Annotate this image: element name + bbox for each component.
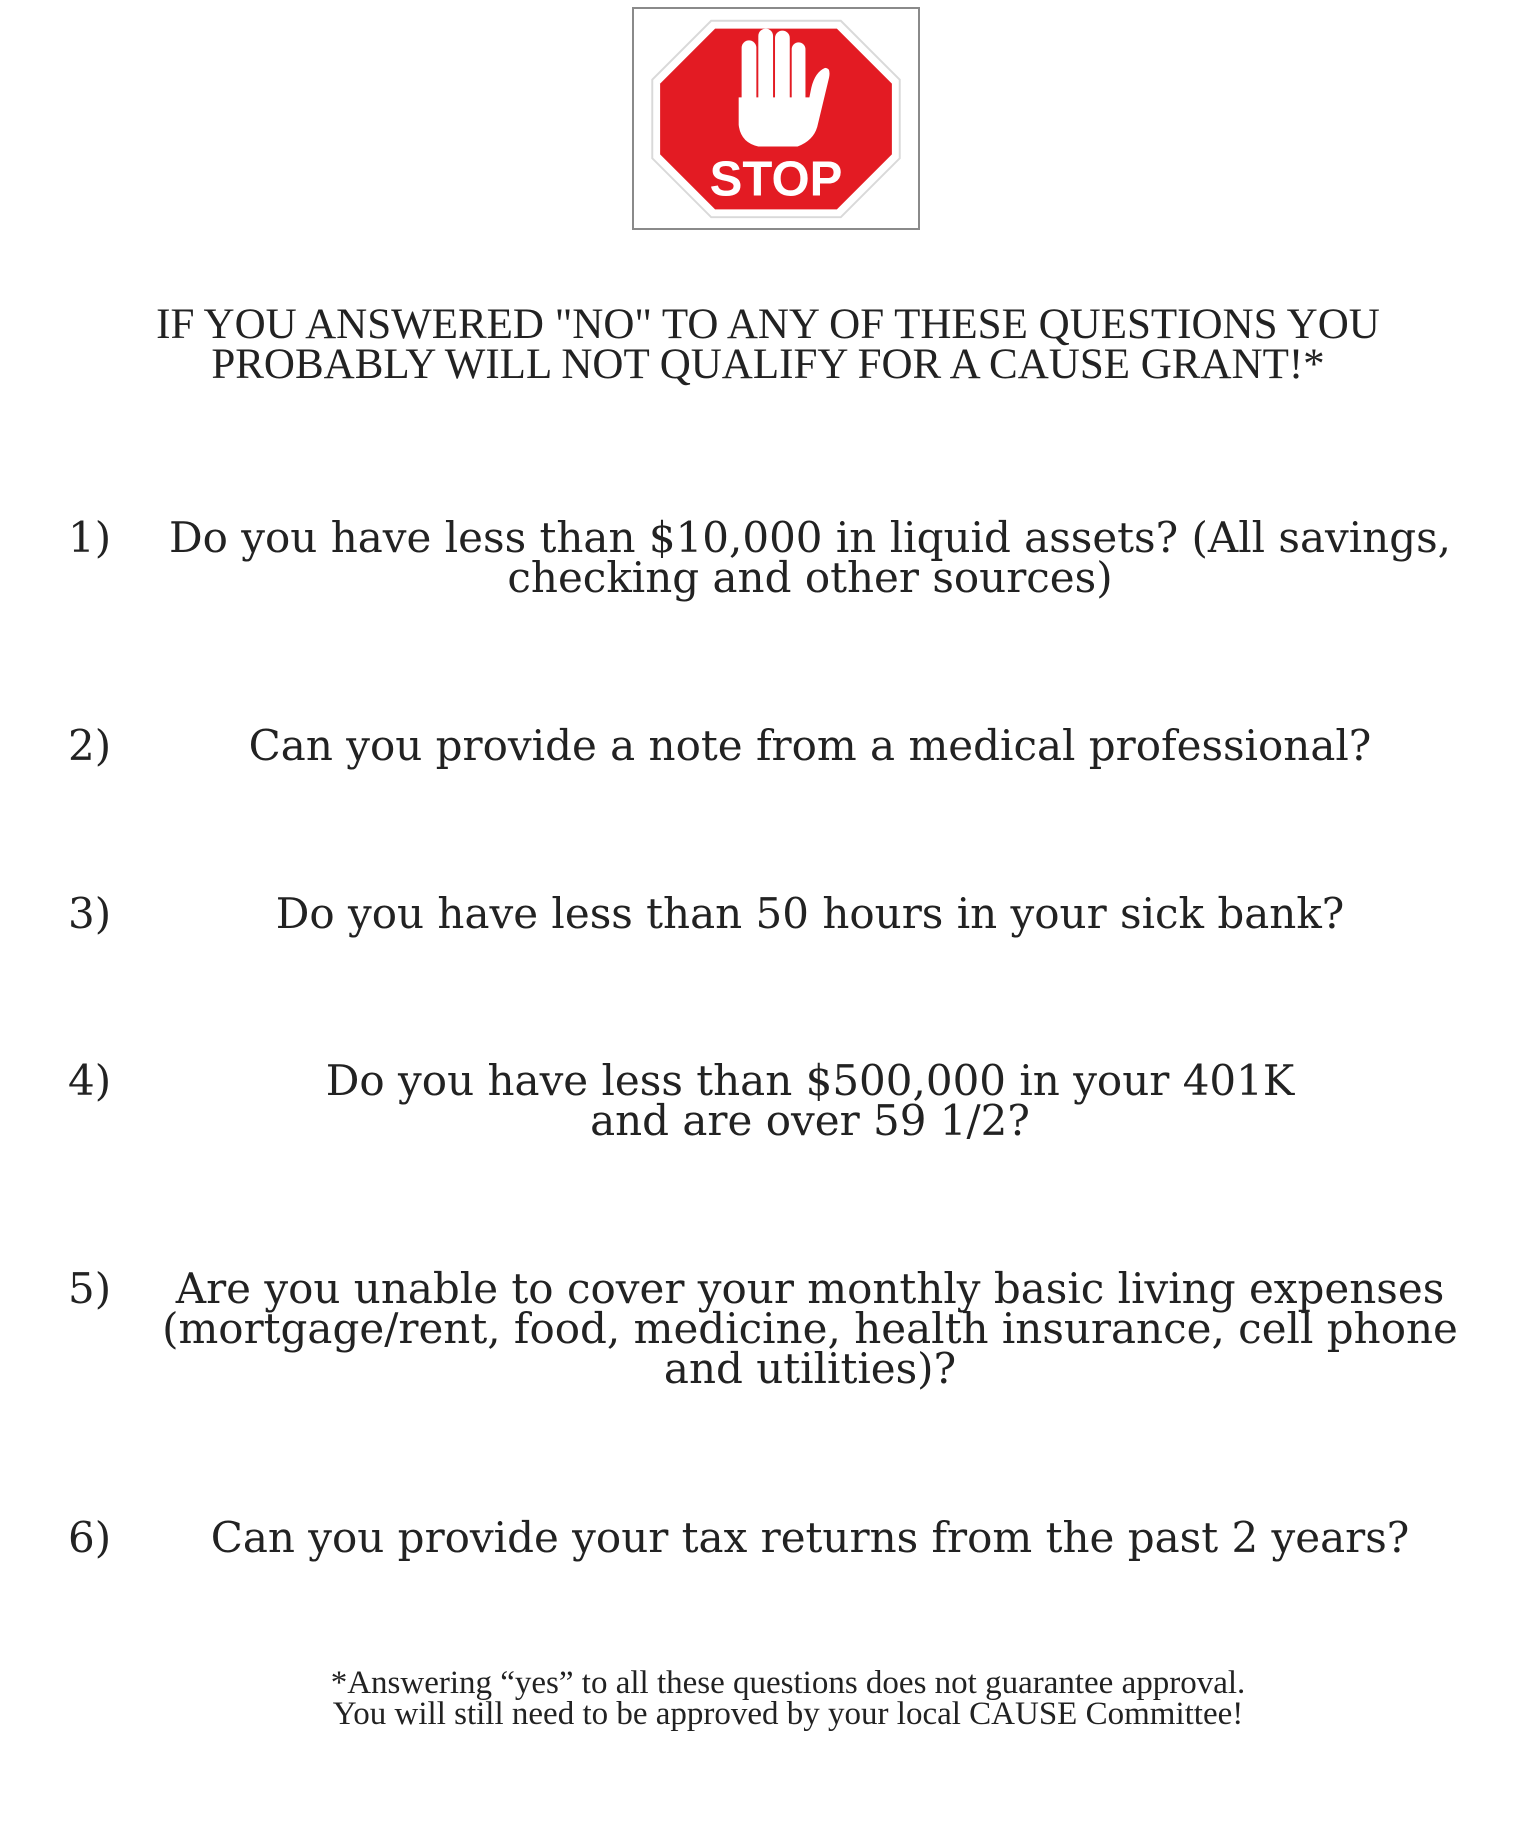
question-number: 2) xyxy=(68,721,112,770)
footnote-line: *Answering “yes” to all these questions does not guarantee approval. xyxy=(330,1665,1246,1701)
question-text: checking and other sources) xyxy=(507,553,1113,602)
question-text: Do you have less than $10,000 in liquid assets? (All savings, xyxy=(168,513,1452,562)
question-number: 4) xyxy=(68,1056,112,1105)
question-number: 5) xyxy=(68,1264,112,1313)
stop-sign-label: STOP xyxy=(709,152,843,207)
stop-sign-image xyxy=(632,7,920,230)
stop-hand-icon xyxy=(634,9,918,228)
question-number: 6) xyxy=(68,1513,112,1562)
question-text: Can you provide a note from a medical professional? xyxy=(248,721,1372,770)
heading-line: PROBABLY WILL NOT QUALIFY FOR A CAUSE GRANT!* xyxy=(211,341,1325,388)
question-text: and utilities)? xyxy=(663,1344,957,1393)
question-text: Are you unable to cover your monthly basic living expenses xyxy=(175,1264,1445,1313)
question-text: and are over 59 1/2? xyxy=(590,1096,1030,1145)
question-text: (mortgage/rent, food, medicine, health insurance, cell phone xyxy=(162,1304,1458,1353)
page-heading xyxy=(40,301,1496,388)
question-number: 3) xyxy=(68,889,112,938)
heading-line: IF YOU ANSWERED "NO" TO ANY OF THESE QUESTIONS YOU xyxy=(156,301,1380,348)
question-text: Can you provide your tax returns from the past 2 years? xyxy=(210,1513,1410,1562)
question-text: Do you have less than $500,000 in your 401K xyxy=(325,1056,1295,1105)
question-number: 1) xyxy=(68,513,112,562)
question-text: Do you have less than 50 hours in your sick bank? xyxy=(275,889,1345,938)
footnote-line: You will still need to be approved by your local CAUSE Committee! xyxy=(332,1696,1244,1732)
footnote xyxy=(120,1665,1456,1732)
